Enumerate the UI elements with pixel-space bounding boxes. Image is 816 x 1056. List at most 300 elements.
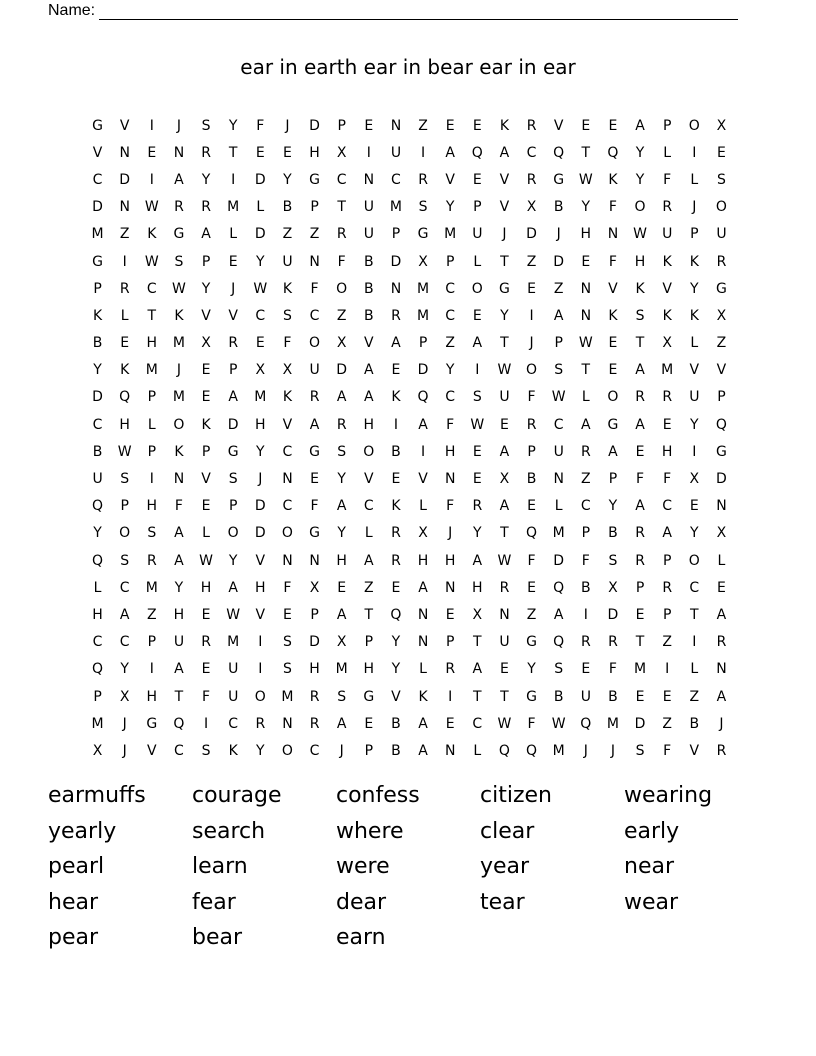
grid-letter: J: [258, 471, 263, 488]
grid-letter: E: [283, 144, 292, 161]
grid-letter: U: [363, 226, 374, 243]
grid-letter: B: [364, 253, 374, 270]
grid-letter: Z: [716, 335, 727, 352]
grid-letter: P: [201, 443, 211, 460]
grid-letter: K: [228, 742, 238, 759]
grid-letter: P: [147, 443, 157, 460]
grid-letter: K: [689, 253, 699, 270]
grid-row: [84, 710, 735, 737]
grid-letter: A: [553, 307, 564, 324]
grid-letter: C: [282, 498, 293, 515]
grid-letter: N: [499, 606, 510, 623]
grid-letter: B: [553, 199, 564, 216]
grid-letter: A: [635, 498, 645, 515]
grid-letter: R: [580, 634, 591, 651]
grid-letter: I: [149, 661, 154, 678]
grid-letter: S: [635, 742, 645, 759]
grid-letter: O: [227, 525, 239, 542]
grid-letter: H: [472, 579, 483, 596]
grid-letter: P: [364, 634, 374, 651]
grid-letter: Z: [689, 688, 700, 705]
grid-letter: Y: [256, 742, 265, 759]
grid-letter: Y: [256, 443, 265, 460]
grid-letter: N: [309, 552, 320, 569]
grid-letter: L: [690, 661, 699, 678]
grid-letter: D: [716, 471, 727, 488]
grid-letter: D: [417, 362, 429, 379]
grid-letter: V: [553, 117, 564, 134]
grid-letter: G: [499, 280, 510, 297]
grid-letter: R: [309, 715, 320, 732]
grid-letter: P: [391, 226, 401, 243]
grid-letter: G: [309, 525, 320, 542]
grid-letter: S: [337, 688, 347, 705]
page-title: ear in earth ear in bear ear in ear: [240, 55, 576, 79]
grid-letter: J: [122, 742, 127, 759]
word-bank-item: wear: [624, 889, 679, 915]
grid-letter: X: [608, 579, 618, 596]
grid-row: [84, 302, 735, 329]
grid-letter: X: [282, 362, 293, 379]
grid-letter: E: [445, 606, 455, 623]
grid-letter: Y: [608, 498, 618, 515]
grid-letter: J: [719, 715, 724, 732]
grid-letter: N: [444, 471, 456, 488]
grid-letter: I: [692, 144, 697, 161]
grid-letter: A: [174, 171, 184, 188]
grid-letter: H: [363, 416, 375, 433]
grid-letter: C: [92, 416, 103, 433]
grid-letter: I: [231, 171, 236, 188]
grid-letter: E: [147, 144, 157, 161]
grid-letter: G: [92, 253, 103, 270]
grid-letter: S: [716, 171, 726, 188]
name-label: Name:: [48, 2, 96, 19]
grid-letter: A: [553, 606, 564, 623]
grid-letter: W: [578, 171, 593, 188]
grid-letter: R: [309, 688, 320, 705]
grid-letter: O: [119, 525, 131, 542]
word-bank-item: hear: [48, 889, 99, 915]
grid-letter: L: [120, 307, 129, 324]
grid-letter: X: [526, 199, 537, 216]
grid-letter: A: [716, 688, 727, 705]
grid-letter: V: [662, 280, 672, 297]
grid-letter: M: [227, 634, 240, 651]
grid-letter: E: [391, 471, 401, 488]
grid-letter: M: [606, 715, 619, 732]
grid-letter: R: [662, 389, 673, 406]
word-bank-item: search: [192, 818, 266, 844]
grid-letter: P: [310, 606, 319, 623]
grid-letter: R: [635, 525, 645, 542]
grid-letter: A: [418, 416, 428, 433]
grid-letter: Q: [173, 715, 185, 732]
grid-letter: F: [310, 280, 319, 297]
grid-letter: X: [499, 471, 510, 488]
grid-letter: I: [393, 416, 398, 433]
grid-letter: R: [174, 199, 184, 216]
grid-letter: E: [635, 688, 645, 705]
grid-letter: A: [472, 552, 483, 569]
grid-row: [84, 465, 735, 492]
grid-letter: R: [418, 171, 428, 188]
grid-letter: E: [255, 144, 265, 161]
grid-letter: Y: [635, 171, 645, 188]
grid-letter: R: [336, 226, 347, 243]
grid-letter: V: [255, 606, 266, 623]
grid-letter: H: [417, 552, 429, 569]
grid-letter: E: [717, 579, 726, 596]
grid-letter: K: [635, 280, 645, 297]
grid-letter: B: [526, 471, 537, 488]
grid-letter: N: [363, 171, 375, 188]
grid-letter: L: [364, 525, 373, 542]
grid-letter: D: [309, 117, 320, 134]
grid-letter: I: [366, 144, 371, 161]
grid-letter: U: [390, 144, 402, 161]
grid-letter: R: [635, 552, 645, 569]
word-bank-item: early: [624, 818, 680, 844]
grid-letter: C: [445, 389, 456, 406]
grid-letter: W: [144, 199, 159, 216]
grid-letter: R: [662, 199, 673, 216]
grid-letter: A: [364, 362, 374, 379]
grid-row: [84, 520, 735, 547]
grid-letter: O: [607, 389, 619, 406]
grid-letter: G: [553, 171, 565, 188]
grid-letter: P: [147, 634, 157, 651]
grid-letter: I: [149, 471, 154, 488]
grid-letter: P: [717, 389, 726, 406]
grid-letter: Q: [92, 552, 104, 569]
word-bank-item: dear: [336, 889, 387, 915]
grid-letter: T: [690, 606, 699, 623]
grid-letter: S: [608, 552, 618, 569]
grid-letter: E: [472, 471, 482, 488]
grid-letter: R: [228, 335, 239, 352]
grid-letter: N: [607, 226, 619, 243]
grid-letter: U: [580, 688, 591, 705]
grid-letter: E: [472, 171, 482, 188]
grid-letter: D: [92, 199, 103, 216]
grid-letter: I: [258, 634, 263, 651]
grid-letter: Y: [256, 253, 265, 270]
grid-letter: U: [689, 389, 700, 406]
grid-letter: L: [554, 498, 563, 515]
grid-letter: G: [146, 715, 158, 732]
grid-letter: F: [527, 552, 536, 569]
grid-letter: B: [391, 443, 401, 460]
grid-letter: C: [309, 307, 320, 324]
grid-letter: G: [716, 443, 727, 460]
grid-letter: K: [662, 253, 672, 270]
grid-letter: I: [529, 307, 534, 324]
grid-letter: Z: [526, 253, 537, 270]
grid-letter: Q: [580, 715, 592, 732]
grid-letter: T: [581, 144, 591, 161]
grid-letter: A: [336, 715, 347, 732]
grid-letter: C: [472, 715, 483, 732]
grid-letter: Y: [93, 525, 102, 542]
grid-letter: O: [363, 443, 375, 460]
grid-letter: O: [634, 199, 646, 216]
grid-letter: X: [418, 253, 428, 270]
grid-letter: L: [690, 335, 699, 352]
grid-letter: E: [608, 335, 618, 352]
grid-letter: I: [258, 661, 263, 678]
grid-letter: M: [417, 307, 430, 324]
grid-letter: Z: [553, 280, 564, 297]
grid-letter: E: [364, 117, 374, 134]
grid-letter: M: [172, 335, 185, 352]
grid-letter: M: [145, 362, 158, 379]
grid-letter: A: [581, 416, 591, 433]
grid-letter: G: [227, 443, 239, 460]
grid-letter: R: [336, 416, 347, 433]
grid-letter: R: [580, 443, 591, 460]
grid-letter: A: [391, 335, 401, 352]
name-underline[interactable]: [99, 3, 738, 20]
grid-letter: A: [499, 443, 510, 460]
grid-letter: B: [364, 280, 374, 297]
name-field[interactable]: [48, 0, 748, 20]
grid-letter: Z: [147, 606, 157, 623]
grid-letter: A: [716, 606, 727, 623]
grid-letter: R: [391, 307, 401, 324]
word-bank-item: tear: [480, 889, 525, 915]
grid-letter: R: [146, 552, 157, 569]
grid-letter: X: [689, 471, 700, 488]
grid-letter: H: [255, 579, 266, 596]
grid-letter: P: [662, 117, 672, 134]
grid-letter: W: [172, 280, 186, 297]
grid-letter: E: [201, 389, 211, 406]
grid-letter: D: [336, 362, 348, 379]
grid-letter: S: [120, 552, 130, 569]
grid-row: [84, 275, 735, 302]
grid-letter: Y: [445, 362, 455, 379]
grid-letter: T: [337, 199, 346, 216]
word-bank-item: confess: [336, 783, 420, 808]
grid-letter: Y: [228, 117, 238, 134]
grid-letter: I: [448, 688, 453, 705]
grid-letter: X: [309, 579, 320, 596]
grid-letter: L: [256, 199, 265, 216]
grid-letter: G: [309, 443, 320, 460]
grid-row: [84, 248, 735, 275]
grid-letter: V: [282, 416, 293, 433]
grid-letter: K: [662, 307, 672, 324]
grid-letter: Y: [391, 634, 401, 651]
grid-letter: R: [201, 199, 211, 216]
grid-letter: L: [690, 171, 699, 188]
grid-letter: N: [390, 117, 402, 134]
grid-letter: R: [201, 144, 211, 161]
word-bank-item: wearing: [624, 783, 713, 808]
grid-letter: A: [174, 661, 184, 678]
grid-letter: U: [553, 443, 564, 460]
grid-letter: U: [499, 389, 510, 406]
grid-letter: T: [500, 525, 509, 542]
grid-letter: R: [391, 525, 401, 542]
grid-letter: V: [119, 117, 130, 134]
grid-letter: L: [473, 742, 482, 759]
grid-letter: N: [580, 307, 592, 324]
grid-letter: X: [201, 335, 211, 352]
grid-letter: G: [363, 688, 375, 705]
grid-letter: E: [581, 117, 591, 134]
grid-letter: W: [551, 389, 566, 406]
grid-letter: Q: [553, 579, 565, 596]
grid-letter: X: [92, 742, 103, 759]
grid-letter: X: [716, 117, 727, 134]
grid-letter: Z: [282, 226, 293, 243]
grid-letter: C: [228, 715, 239, 732]
grid-letter: V: [147, 742, 157, 759]
grid-letter: Q: [526, 742, 538, 759]
grid-row: [84, 574, 735, 601]
grid-letter: N: [282, 471, 293, 488]
grid-letter: Z: [662, 634, 672, 651]
grid-letter: S: [554, 661, 564, 678]
grid-letter: P: [690, 226, 699, 243]
grid-letter: E: [201, 661, 211, 678]
grid-letter: X: [418, 525, 428, 542]
grid-letter: R: [608, 634, 618, 651]
grid-letter: W: [117, 443, 132, 460]
grid-letter: P: [228, 498, 238, 515]
grid-letter: X: [119, 688, 130, 705]
grid-letter: G: [92, 117, 103, 134]
grid-letter: U: [499, 634, 510, 651]
grid-letter: U: [228, 688, 239, 705]
grid-letter: G: [526, 634, 537, 651]
grid-letter: U: [92, 471, 103, 488]
grid-letter: Q: [119, 389, 131, 406]
grid-letter: O: [526, 362, 538, 379]
grid-letter: J: [610, 742, 615, 759]
grid-letter: P: [662, 606, 672, 623]
grid-row: [84, 656, 735, 683]
grid-letter: Y: [527, 661, 536, 678]
grid-letter: N: [580, 280, 592, 297]
grid-letter: X: [336, 335, 347, 352]
grid-letter: I: [122, 253, 127, 270]
grid-letter: F: [608, 253, 617, 270]
grid-letter: X: [716, 307, 727, 324]
grid-letter: I: [149, 171, 154, 188]
grid-letter: E: [500, 661, 509, 678]
word-bank-item: yearly: [48, 818, 117, 844]
grid-letter: F: [446, 498, 455, 515]
grid-letter: P: [310, 199, 319, 216]
grid-letter: E: [445, 117, 455, 134]
grid-letter: O: [173, 416, 185, 433]
grid-letter: Y: [391, 661, 401, 678]
grid-letter: J: [502, 226, 507, 243]
grid-letter: E: [717, 144, 726, 161]
grid-letter: F: [581, 552, 590, 569]
grid-letter: A: [608, 443, 618, 460]
grid-letter: P: [93, 280, 102, 297]
grid-letter: Y: [337, 471, 346, 488]
grid-letter: G: [716, 280, 727, 297]
grid-letter: K: [120, 362, 130, 379]
grid-letter: A: [635, 362, 645, 379]
grid-letter: X: [716, 525, 727, 542]
grid-letter: G: [173, 226, 185, 243]
grid-letter: A: [499, 144, 510, 161]
grid-letter: X: [255, 362, 266, 379]
grid-letter: M: [389, 199, 402, 216]
grid-letter: M: [145, 579, 158, 596]
grid-letter: E: [391, 362, 401, 379]
grid-letter: B: [391, 715, 401, 732]
grid-letter: C: [580, 498, 591, 515]
grid-letter: L: [419, 661, 427, 678]
grid-letter: N: [119, 199, 130, 216]
grid-letter: A: [472, 661, 483, 678]
grid-letter: O: [471, 280, 483, 297]
grid-letter: M: [634, 661, 647, 678]
grid-letter: B: [608, 688, 618, 705]
grid-letter: Y: [283, 171, 292, 188]
grid-letter: I: [420, 144, 426, 161]
grid-letter: X: [662, 335, 672, 352]
grid-letter: E: [120, 335, 130, 352]
grid-letter: C: [689, 579, 700, 596]
grid-letter: P: [473, 199, 482, 216]
word-bank-item: near: [624, 854, 675, 879]
grid-letter: T: [364, 606, 374, 623]
grid-letter: S: [201, 742, 211, 759]
grid-letter: E: [255, 335, 265, 352]
grid-letter: B: [391, 742, 401, 759]
grid-letter: Y: [120, 661, 129, 678]
grid-letter: E: [364, 715, 374, 732]
grid-letter: V: [201, 471, 211, 488]
grid-letter: X: [336, 144, 347, 161]
grid-letter: I: [420, 443, 426, 460]
grid-letter: L: [93, 579, 102, 596]
grid-letter: V: [255, 552, 266, 569]
grid-letter: D: [92, 389, 103, 406]
grid-letter: O: [281, 525, 293, 542]
grid-letter: G: [417, 226, 429, 243]
grid-letter: W: [551, 715, 566, 732]
grid-letter: Y: [635, 144, 645, 161]
grid-letter: F: [446, 416, 455, 433]
grid-letter: P: [527, 443, 536, 460]
grid-letter: N: [173, 144, 185, 161]
grid-letter: F: [337, 253, 346, 270]
grid-letter: C: [92, 171, 103, 188]
grid-letter: O: [254, 688, 266, 705]
grid-letter: M: [661, 362, 674, 379]
word-bank-item: clear: [480, 818, 535, 844]
grid-letter: C: [282, 443, 293, 460]
grid-letter: D: [254, 171, 266, 188]
grid-letter: S: [418, 199, 428, 216]
grid-letter: H: [634, 253, 646, 270]
grid-letter: C: [174, 742, 184, 759]
grid-letter: Q: [92, 661, 104, 678]
grid-letter: S: [282, 307, 292, 324]
grid-letter: K: [608, 307, 618, 324]
grid-letter: A: [174, 552, 184, 569]
grid-letter: P: [608, 471, 618, 488]
